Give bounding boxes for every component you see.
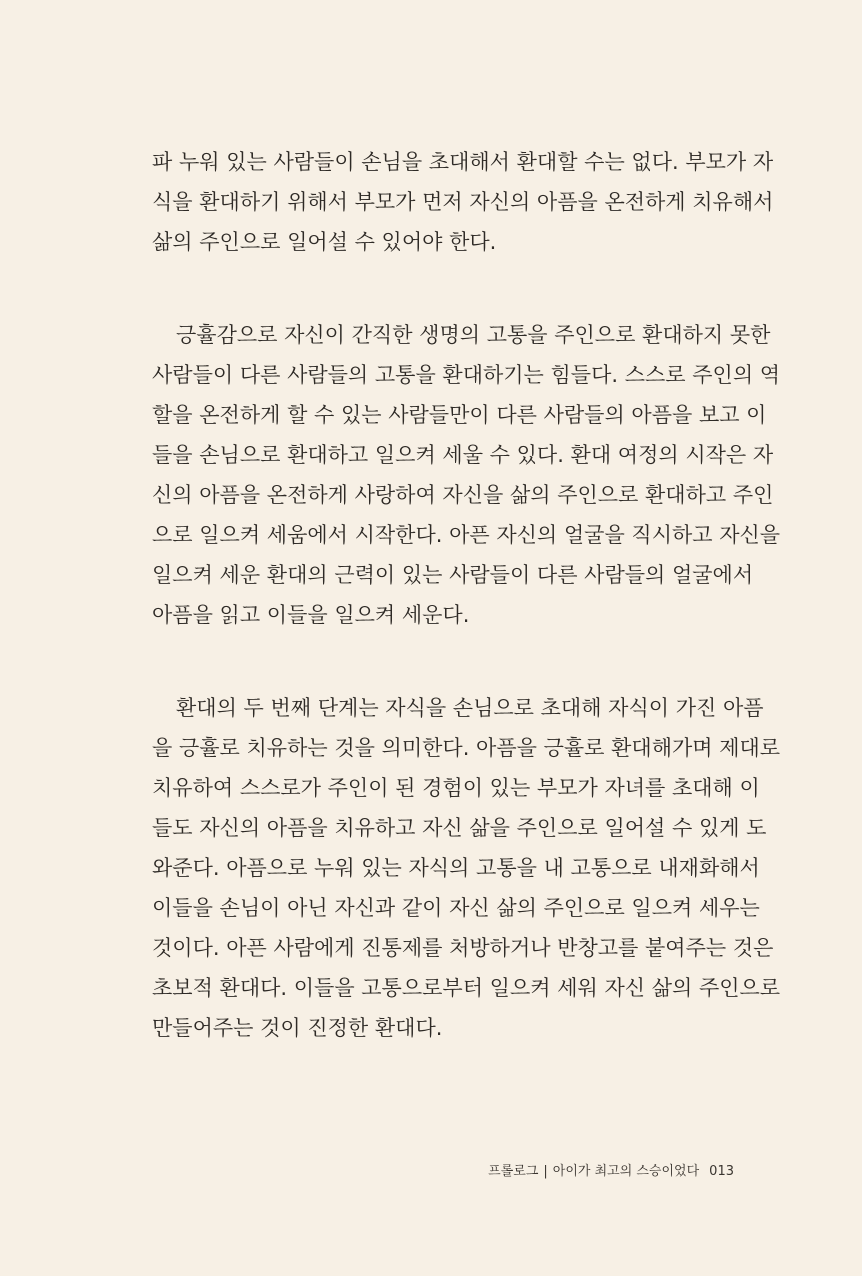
text-line: 일으켜 세운 환대의 근력이 있는 사람들이 다른 사람들의 얼굴에서: [152, 563, 754, 587]
text-line: 할을 온전하게 할 수 있는 사람들만이 다른 사람들의 아픔을 보고 이: [152, 403, 767, 427]
text-line: 파 누워 있는 사람들이 손님을 초대해서 환대할 수는 없다. 부모가 자: [152, 150, 774, 174]
paragraph-gap: [152, 262, 724, 315]
text-line: 식을 환대하기 위해서 부모가 먼저 자신의 아픔을 온전하게 치유해서: [152, 190, 774, 214]
text-line: 만들어주는 것이 진정한 환대다.: [152, 1016, 443, 1040]
text-line: 으로 일으켜 세움에서 시작한다. 아픈 자신의 얼굴을 직시하고 자신을: [152, 523, 781, 547]
body-text: [152, 142, 781, 1048]
text-line: 을 긍휼로 치유하는 것을 의미한다. 아픔을 긍휼로 환대해가며 제대로: [152, 736, 781, 760]
text-line: 긍휼감으로 자신이 간직한 생명의 고통을 주인으로 환대하지 못한: [176, 323, 771, 347]
footer-section: 프롤로그: [488, 1164, 539, 1179]
text-line: 삶의 주인으로 일어설 수 있어야 한다.: [152, 230, 497, 254]
text-line: 것이다. 아픈 사람에게 진통제를 처방하거나 반창고를 붙여주는 것은: [152, 936, 774, 960]
footer-separator: |: [543, 1164, 548, 1179]
paragraph-1: [152, 142, 774, 262]
paragraph-2: [152, 315, 781, 635]
text-line: 아픔을 읽고 이들을 일으켜 세운다.: [152, 603, 470, 627]
footer-title: 아이가 최고의 스승이었다: [552, 1164, 700, 1179]
text-line: 환대의 두 번째 단계는 자식을 손님으로 초대해 자식이 가진 아픔: [176, 696, 764, 720]
page-number: 013: [709, 1164, 734, 1179]
text-line: 들도 자신의 아픔을 치유하고 자신 삶을 주인으로 일어설 수 있게 도: [152, 816, 767, 840]
text-line: 이들을 손님이 아닌 자신과 같이 자신 삶의 주인으로 일으켜 세우는: [152, 896, 760, 920]
text-line: 신의 아픔을 온전하게 사랑하여 자신을 삶의 주인으로 환대하고 주인: [152, 483, 774, 507]
running-footer: [488, 1160, 734, 1179]
text-line: 들을 손님으로 환대하고 일으켜 세울 수 있다. 환대 여정의 시작은 자: [152, 443, 774, 467]
text-line: 사람들이 다른 사람들의 고통을 환대하기는 힘들다. 스스로 주인의 역: [152, 363, 781, 387]
paragraph-gap: [152, 635, 724, 688]
paragraph-3: [152, 688, 781, 1048]
text-line: 와준다. 아픔으로 누워 있는 자식의 고통을 내 고통으로 내재화해서: [152, 856, 760, 880]
text-line: 치유하여 스스로가 주인이 된 경험이 있는 부모가 자녀를 초대해 이: [152, 776, 760, 800]
text-line: 초보적 환대다. 이들을 고통으로부터 일으켜 세워 자신 삶의 주인으로: [152, 976, 781, 1000]
